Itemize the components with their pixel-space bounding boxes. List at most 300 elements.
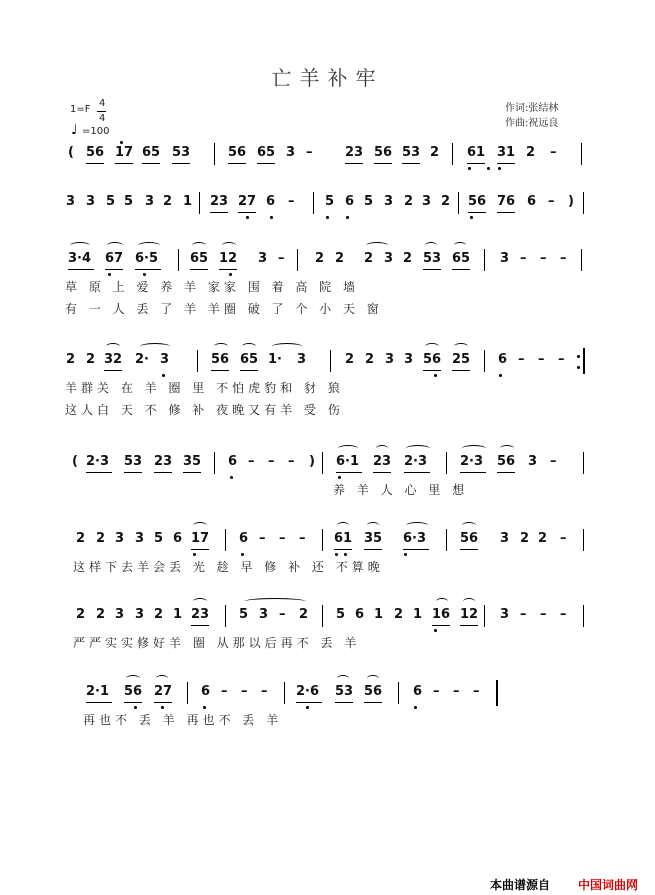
octave-dot xyxy=(246,216,249,219)
note-glyph: 27 xyxy=(238,194,257,209)
note-glyph: – xyxy=(278,251,285,266)
note-glyph: 3 xyxy=(86,194,96,209)
note-glyph: 76 xyxy=(497,194,516,209)
octave-dot xyxy=(162,374,165,377)
octave-dot xyxy=(326,216,329,219)
note-glyph: – xyxy=(288,454,295,469)
bar-line xyxy=(178,249,179,271)
note-glyph: 6 xyxy=(527,194,537,209)
beam-underline xyxy=(257,163,275,164)
note-glyph: – xyxy=(288,194,295,209)
lyric-line: 有 一 人 丢 了 羊 羊圈 破 了 个 小 天 窗 xyxy=(65,302,383,316)
note-glyph: 2·1 xyxy=(86,684,110,699)
note-glyph: 3 xyxy=(422,194,432,209)
beam-underline xyxy=(452,269,470,270)
note-glyph: 3 xyxy=(286,145,296,160)
note-glyph: 31 xyxy=(497,145,516,160)
note-glyph: 3·4 xyxy=(68,251,92,266)
note-glyph: 5 xyxy=(325,194,335,209)
note-glyph: 2·3 xyxy=(86,454,110,469)
beam-underline xyxy=(240,370,258,371)
note-glyph: 5 xyxy=(364,194,374,209)
octave-dot xyxy=(230,476,233,479)
slur-arc xyxy=(126,675,140,682)
lyric-line: 严严实实修好羊 圈 从那以后再不 丢 羊 xyxy=(73,636,361,650)
note-glyph: – xyxy=(473,684,480,699)
note-glyph: 3 xyxy=(259,607,269,622)
beam-underline xyxy=(423,269,441,270)
note-glyph: 65 xyxy=(240,352,259,367)
bar-line xyxy=(313,192,314,214)
beam-underline xyxy=(364,549,382,550)
slur-arc xyxy=(462,522,476,529)
note-glyph: 1· xyxy=(268,352,282,367)
octave-dot xyxy=(487,167,490,170)
beam-underline xyxy=(460,625,478,626)
bar-line xyxy=(322,529,323,551)
slur-arc xyxy=(406,522,428,529)
note-glyph: 6 xyxy=(266,194,276,209)
note-glyph: 3 xyxy=(528,454,538,469)
note-glyph: – xyxy=(248,454,255,469)
octave-dot xyxy=(404,553,407,556)
beam-underline xyxy=(373,472,391,473)
note-glyph: 67 xyxy=(105,251,124,266)
note-glyph: – xyxy=(261,684,268,699)
slur-arc xyxy=(337,675,349,682)
note-glyph: 3 xyxy=(384,194,394,209)
beam-underline xyxy=(172,163,190,164)
octave-dot xyxy=(346,216,349,219)
beam-underline xyxy=(219,269,237,270)
octave-dot xyxy=(344,553,347,556)
note-glyph: – xyxy=(518,352,525,367)
slur-arc xyxy=(454,343,468,350)
slur-arc xyxy=(406,445,430,452)
note-glyph: 3 xyxy=(258,251,268,266)
note-glyph: 3 xyxy=(160,352,170,367)
note-glyph: 3 xyxy=(385,352,395,367)
slur-arc xyxy=(425,242,437,249)
beam-underline xyxy=(210,212,228,213)
note-glyph: 56 xyxy=(468,194,487,209)
beam-underline xyxy=(211,370,229,371)
footer-site-link[interactable]: 中国词曲网 xyxy=(578,878,639,892)
note-glyph: – xyxy=(241,684,248,699)
final-barline xyxy=(496,680,498,706)
beam-underline xyxy=(191,625,209,626)
note-glyph: – xyxy=(558,352,565,367)
bar-line xyxy=(199,192,200,214)
beam-underline xyxy=(423,370,441,371)
slur-arc xyxy=(462,445,486,452)
bar-line xyxy=(330,350,331,372)
beam-underline xyxy=(238,212,256,213)
note-glyph: – xyxy=(560,607,567,622)
repeat-dot xyxy=(577,355,580,358)
beam-underline xyxy=(364,702,382,703)
octave-dot xyxy=(270,216,273,219)
note-glyph: – xyxy=(560,251,567,266)
beam-underline xyxy=(104,370,122,371)
note-glyph: – xyxy=(453,684,460,699)
note-glyph: 65 xyxy=(142,145,161,160)
note-glyph: 6·3 xyxy=(403,531,427,546)
note-glyph: 25 xyxy=(452,352,471,367)
slur-arc xyxy=(70,242,90,249)
octave-dot xyxy=(120,141,123,144)
beam-underline xyxy=(497,212,515,213)
note-glyph: ( xyxy=(72,454,78,469)
note-glyph: 56 xyxy=(423,352,442,367)
beam-underline xyxy=(403,549,429,550)
note-glyph: 2 xyxy=(441,194,451,209)
note-glyph: – xyxy=(279,531,286,546)
slur-arc xyxy=(140,343,170,350)
note-glyph: 12 xyxy=(219,251,238,266)
note-glyph: 3 xyxy=(135,531,145,546)
note-glyph: 3 xyxy=(404,352,414,367)
slur-arc xyxy=(367,675,379,682)
note-glyph: 2 xyxy=(163,194,173,209)
octave-dot xyxy=(241,553,244,556)
beam-underline xyxy=(135,269,161,270)
note-glyph: – xyxy=(268,454,275,469)
note-glyph: 56 xyxy=(364,684,383,699)
note-glyph: 2·6 xyxy=(296,684,320,699)
note-glyph: – xyxy=(540,607,547,622)
song-title: 亡羊补牢 xyxy=(271,66,384,90)
beam-underline xyxy=(86,472,112,473)
slur-arc xyxy=(242,343,256,350)
bar-line xyxy=(458,192,459,214)
beam-underline xyxy=(374,163,392,164)
note-glyph: 65 xyxy=(190,251,209,266)
lyric-line: 这样下去羊会丢 光 趁 早 修 补 还 不算晚 xyxy=(73,560,384,574)
bar-line xyxy=(398,682,399,704)
note-glyph: 32 xyxy=(104,352,123,367)
note-glyph: – xyxy=(538,352,545,367)
note-glyph: 6 xyxy=(355,607,365,622)
bar-line xyxy=(581,249,582,271)
beam-underline xyxy=(497,163,515,164)
bar-line xyxy=(197,350,198,372)
bar-line xyxy=(322,605,323,627)
beam-underline xyxy=(86,163,104,164)
note-glyph: 3 xyxy=(135,607,145,622)
beam-underline xyxy=(334,549,352,550)
note-glyph: 2 xyxy=(520,531,530,546)
note-glyph: 3 xyxy=(115,607,125,622)
slur-arc xyxy=(366,242,388,249)
slur-arc xyxy=(500,445,514,452)
slur-arc xyxy=(193,598,207,605)
note-glyph: 3 xyxy=(500,531,510,546)
slur-arc xyxy=(214,343,228,350)
note-glyph: 23 xyxy=(373,454,392,469)
octave-dot xyxy=(143,273,146,276)
note-glyph: 1 xyxy=(374,607,384,622)
note-glyph: 23 xyxy=(154,454,173,469)
octave-dot xyxy=(335,553,338,556)
slur-arc xyxy=(244,598,306,605)
slur-arc xyxy=(337,522,349,529)
beam-underline xyxy=(124,702,142,703)
slur-arc xyxy=(138,242,160,249)
slur-arc xyxy=(272,343,302,350)
beam-underline xyxy=(191,549,209,550)
note-glyph: 2 xyxy=(315,251,325,266)
note-glyph: 5 xyxy=(124,194,134,209)
beam-underline xyxy=(68,269,94,270)
octave-dot xyxy=(134,706,137,709)
note-glyph: 35 xyxy=(183,454,202,469)
note-glyph: 16 xyxy=(432,607,451,622)
bar-line xyxy=(187,682,188,704)
bar-line xyxy=(484,249,485,271)
note-glyph: – xyxy=(550,145,557,160)
slur-arc xyxy=(222,242,236,249)
beam-underline xyxy=(497,472,515,473)
note-glyph: 56 xyxy=(460,531,479,546)
note-glyph: ( xyxy=(68,145,74,160)
note-glyph: 3 xyxy=(66,194,76,209)
bar-line xyxy=(583,529,584,551)
note-glyph: 56 xyxy=(211,352,230,367)
bar-line xyxy=(214,452,215,474)
note-glyph: 6 xyxy=(228,454,238,469)
slur-arc xyxy=(106,343,120,350)
octave-dot xyxy=(203,706,206,709)
note-glyph: 2 xyxy=(76,531,86,546)
beam-underline xyxy=(460,472,486,473)
slur-arc xyxy=(463,598,475,605)
note-glyph: – xyxy=(560,531,567,546)
note-glyph: 27 xyxy=(154,684,173,699)
note-glyph: 2 xyxy=(404,194,414,209)
note-glyph: 5 xyxy=(154,531,164,546)
note-glyph: 2 xyxy=(394,607,404,622)
note-glyph: 2 xyxy=(76,607,86,622)
note-glyph: ) xyxy=(309,454,315,469)
note-glyph: 6 xyxy=(173,531,183,546)
note-glyph: – xyxy=(433,684,440,699)
note-glyph: 6 xyxy=(413,684,423,699)
note-glyph: 3 xyxy=(297,352,307,367)
lyric-line: 草 原 上 爱 养 羊 家家 围 着 高 院 墙 xyxy=(65,280,359,294)
octave-dot xyxy=(161,706,164,709)
slur-arc xyxy=(454,242,466,249)
note-glyph: – xyxy=(299,531,306,546)
note-glyph: 56 xyxy=(86,145,105,160)
note-glyph: – xyxy=(540,251,547,266)
note-glyph: 65 xyxy=(257,145,276,160)
bar-line xyxy=(284,682,285,704)
note-glyph: 53 xyxy=(335,684,354,699)
bar-line xyxy=(225,605,226,627)
note-glyph: 2· xyxy=(135,352,149,367)
note-glyph: 56 xyxy=(228,145,247,160)
octave-dot xyxy=(229,273,232,276)
note-glyph: 1 xyxy=(183,194,193,209)
note-glyph: 6 xyxy=(239,531,249,546)
beam-underline xyxy=(452,370,470,371)
slur-arc xyxy=(376,445,388,452)
beam-underline xyxy=(467,163,485,164)
composer-credit: 作曲:祝远良 xyxy=(505,118,559,129)
beam-underline xyxy=(154,472,172,473)
bar-line xyxy=(583,452,584,474)
bar-line xyxy=(583,605,584,627)
octave-dot xyxy=(434,374,437,377)
note-glyph: 12 xyxy=(460,607,479,622)
tempo-marking: =100 xyxy=(82,126,110,137)
footer-source-label: 本曲谱源自 xyxy=(490,878,551,892)
lyric-line: 养 羊 人 心 里 想 xyxy=(333,483,469,497)
octave-dot xyxy=(193,553,196,556)
note-glyph: – xyxy=(520,607,527,622)
note-glyph: – xyxy=(279,607,286,622)
bar-line xyxy=(297,249,298,271)
note-glyph: 2 xyxy=(365,352,375,367)
note-glyph: – xyxy=(520,251,527,266)
octave-dot xyxy=(306,706,309,709)
time-signature-top: 4 xyxy=(99,98,106,109)
beam-underline xyxy=(404,472,430,473)
octave-dot xyxy=(338,476,341,479)
note-glyph: 56 xyxy=(374,145,393,160)
quarter-note-icon: ♩ xyxy=(71,122,78,138)
bar-line xyxy=(225,529,226,551)
note-glyph: 3 xyxy=(500,251,510,266)
beam-underline xyxy=(228,163,246,164)
note-glyph: 23 xyxy=(210,194,229,209)
note-glyph: – xyxy=(306,145,313,160)
time-signature-bottom: 4 xyxy=(99,113,106,124)
slur-arc xyxy=(192,242,206,249)
octave-dot xyxy=(499,374,502,377)
bar-line xyxy=(581,143,582,165)
bar-line xyxy=(484,350,485,372)
beam-underline xyxy=(468,212,486,213)
octave-dot xyxy=(434,629,437,632)
note-glyph: 6 xyxy=(345,194,355,209)
octave-dot xyxy=(470,216,473,219)
note-glyph: 2·3 xyxy=(460,454,484,469)
note-glyph: 1 xyxy=(413,607,423,622)
note-glyph: – xyxy=(221,684,228,699)
octave-dot xyxy=(498,167,501,170)
octave-dot xyxy=(468,167,471,170)
slur-arc xyxy=(425,343,439,350)
note-glyph: 56 xyxy=(497,454,516,469)
beam-underline xyxy=(115,163,133,164)
note-glyph: 1 xyxy=(173,607,183,622)
note-glyph: 17 xyxy=(191,531,210,546)
beam-underline xyxy=(190,269,208,270)
note-glyph: 2 xyxy=(335,251,345,266)
note-glyph: 2 xyxy=(154,607,164,622)
bar-line xyxy=(322,452,323,474)
slur-arc xyxy=(436,598,448,605)
note-glyph: 23 xyxy=(345,145,364,160)
note-glyph: 2 xyxy=(538,531,548,546)
bar-line xyxy=(452,143,453,165)
note-glyph: 5 xyxy=(106,194,116,209)
beam-underline xyxy=(336,472,362,473)
repeat-end-barline xyxy=(583,348,585,374)
lyric-line: 再也不 丢 羊 再也不 丢 羊 xyxy=(83,713,283,727)
octave-dot xyxy=(108,273,111,276)
note-glyph: 17 xyxy=(115,145,134,160)
slur-arc xyxy=(193,522,207,529)
note-glyph: ) xyxy=(568,194,574,209)
beam-underline xyxy=(402,163,420,164)
octave-dot xyxy=(414,706,417,709)
note-glyph: 61 xyxy=(467,145,486,160)
note-glyph: 2·3 xyxy=(404,454,428,469)
note-glyph: 2 xyxy=(299,607,309,622)
note-glyph: 65 xyxy=(452,251,471,266)
note-glyph: 5 xyxy=(239,607,249,622)
beam-underline xyxy=(105,269,123,270)
note-glyph: 3 xyxy=(384,251,394,266)
lyric-line: 羊群关 在 羊 圈 里 不怕虎豹和 豺 狼 xyxy=(65,381,344,395)
note-glyph: 6 xyxy=(201,684,211,699)
beam-underline xyxy=(86,702,112,703)
note-glyph: – xyxy=(550,454,557,469)
lyric-line: 这人白 天 不 修 补 夜晚又有羊 受 伤 xyxy=(65,403,344,417)
note-glyph: 2 xyxy=(96,531,106,546)
beam-underline xyxy=(183,472,201,473)
note-glyph: 3 xyxy=(145,194,155,209)
slur-arc xyxy=(156,675,168,682)
note-glyph: 6·5 xyxy=(135,251,159,266)
note-glyph: 2 xyxy=(403,251,413,266)
note-glyph: 2 xyxy=(430,145,440,160)
note-glyph: 2 xyxy=(96,607,106,622)
beam-underline xyxy=(142,163,160,164)
repeat-dot xyxy=(577,366,580,369)
bar-line xyxy=(214,143,215,165)
note-glyph: 2 xyxy=(364,251,374,266)
bar-line xyxy=(446,529,447,551)
beam-underline xyxy=(154,702,172,703)
note-glyph: 3 xyxy=(500,607,510,622)
note-glyph: 3 xyxy=(115,531,125,546)
note-glyph: 53 xyxy=(423,251,442,266)
slur-arc xyxy=(107,242,123,249)
note-glyph: – xyxy=(548,194,555,209)
bar-line xyxy=(484,605,485,627)
lyricist-credit: 作词:张结林 xyxy=(505,103,559,114)
note-glyph: 6 xyxy=(498,352,508,367)
note-glyph: 2 xyxy=(66,352,76,367)
beam-underline xyxy=(296,702,322,703)
note-glyph: 56 xyxy=(124,684,143,699)
beam-underline xyxy=(124,472,142,473)
key-signature: 1=F xyxy=(70,104,91,115)
beam-underline xyxy=(335,702,353,703)
beam-underline xyxy=(345,163,363,164)
note-glyph: 61 xyxy=(334,531,353,546)
note-glyph: 6·1 xyxy=(336,454,360,469)
beam-underline xyxy=(432,625,450,626)
slur-arc xyxy=(367,522,379,529)
bar-line xyxy=(446,452,447,474)
note-glyph: 53 xyxy=(172,145,191,160)
note-glyph: 2 xyxy=(86,352,96,367)
